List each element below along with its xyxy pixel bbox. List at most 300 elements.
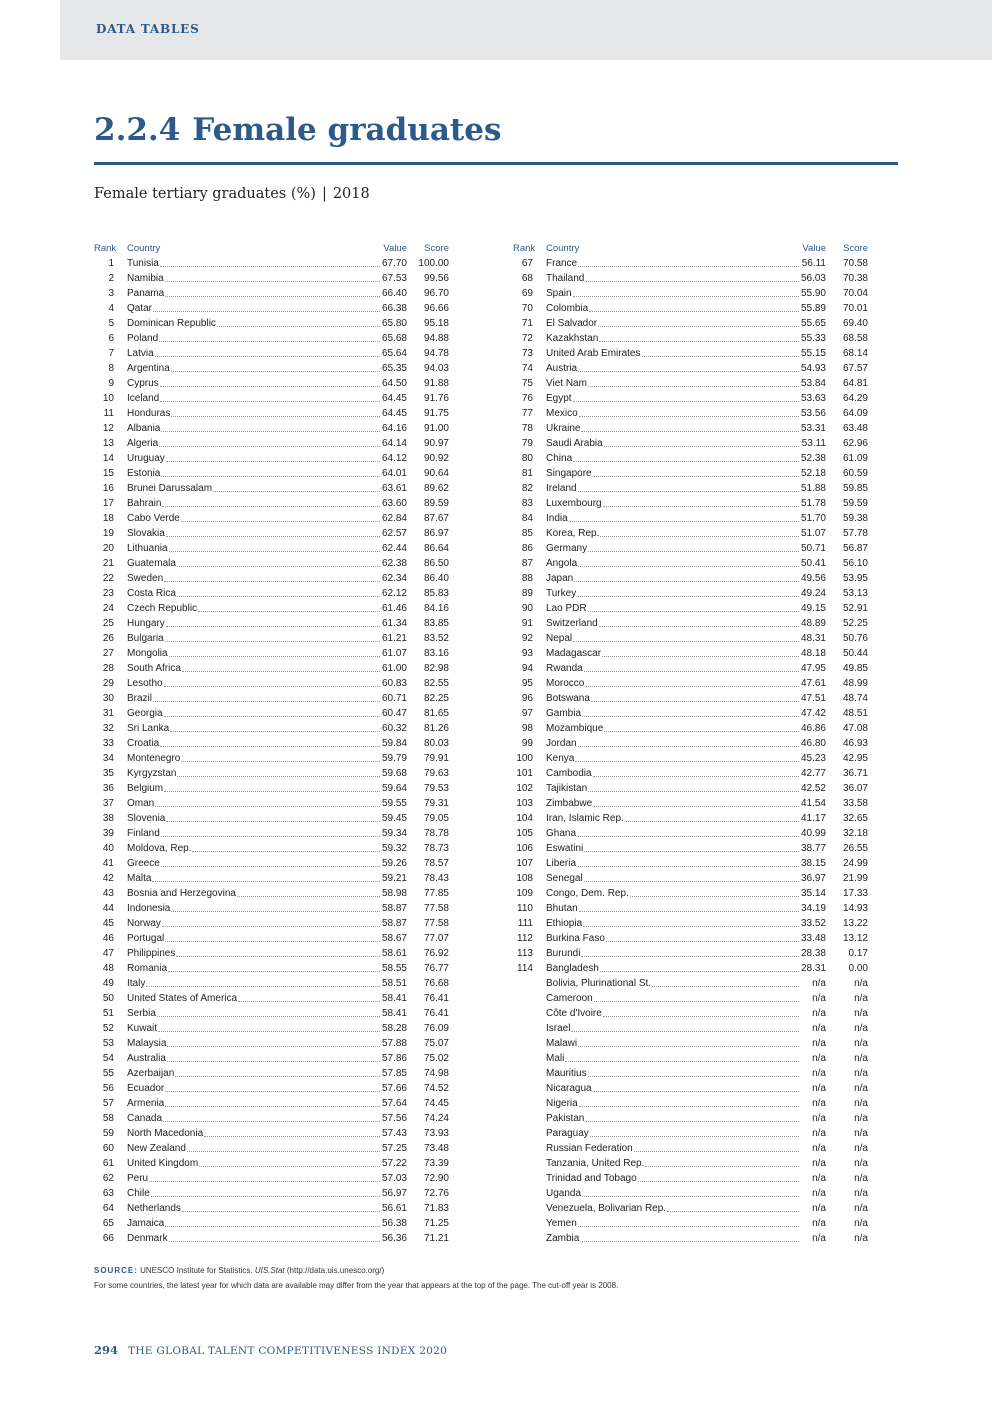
dot-leader <box>602 656 799 657</box>
country-name: Tajikistan <box>546 783 588 794</box>
country-cell <box>546 1111 800 1126</box>
country-name: Bangladesh <box>546 963 599 974</box>
value-cell: 52.38 <box>800 453 826 464</box>
dot-leader <box>579 1106 799 1107</box>
table-row <box>513 361 868 376</box>
score-cell: 91.75 <box>423 408 449 419</box>
value-cell: 56.61 <box>381 1203 407 1214</box>
score-cell: 70.38 <box>842 273 868 284</box>
country-cell <box>127 1021 381 1036</box>
value-cell: n/a <box>812 1188 826 1199</box>
score-cell: 36.71 <box>842 768 868 779</box>
dot-leader <box>569 521 799 522</box>
score-cell: 74.52 <box>423 1083 449 1094</box>
country-name: Costa Rica <box>127 588 176 599</box>
value-header: Value <box>802 243 826 254</box>
country-cell <box>546 1096 800 1111</box>
value-cell: 55.89 <box>800 303 826 314</box>
dot-leader <box>574 581 799 582</box>
rank-cell: 44 <box>102 903 114 914</box>
dot-leader <box>606 941 799 942</box>
score-cell: 24.99 <box>842 858 868 869</box>
value-cell: 56.03 <box>800 273 826 284</box>
country-name: Norway <box>127 918 161 929</box>
country-name: Mauritius <box>546 1068 587 1079</box>
score-header: Score <box>424 243 449 254</box>
value-cell: 46.80 <box>800 738 826 749</box>
value-cell: 50.71 <box>800 543 826 554</box>
value-cell: 57.43 <box>381 1128 407 1139</box>
dot-leader <box>604 731 799 732</box>
dot-leader <box>155 806 380 807</box>
rank-cell: 13 <box>102 438 114 449</box>
dot-leader <box>161 866 380 867</box>
dot-leader <box>578 1046 799 1047</box>
value-cell: 28.31 <box>800 963 826 974</box>
value-cell: 58.41 <box>381 1008 407 1019</box>
page-footer <box>94 1343 447 1357</box>
country-cell <box>546 691 800 706</box>
rank-cell: 64 <box>102 1203 114 1214</box>
ranking-table-left <box>94 242 449 1246</box>
rank-cell: 88 <box>521 573 533 584</box>
score-cell: 46.93 <box>842 738 868 749</box>
score-cell: n/a <box>854 1233 868 1244</box>
rank-cell: 78 <box>521 423 533 434</box>
score-cell: 50.44 <box>842 648 868 659</box>
score-cell: 56.10 <box>842 558 868 569</box>
rank-cell: 95 <box>521 678 533 689</box>
score-cell: 96.66 <box>423 303 449 314</box>
dot-leader <box>652 986 799 987</box>
rank-cell: 96 <box>521 693 533 704</box>
score-cell: 86.64 <box>423 543 449 554</box>
score-cell: 47.08 <box>842 723 868 734</box>
rank-cell: 101 <box>516 768 533 779</box>
country-cell <box>127 541 381 556</box>
value-cell: 49.24 <box>800 588 826 599</box>
country-cell <box>546 781 800 796</box>
score-cell: 26.55 <box>842 843 868 854</box>
country-cell <box>127 1216 381 1231</box>
value-cell: 51.88 <box>800 483 826 494</box>
country-cell <box>127 1066 381 1081</box>
table-row <box>513 691 868 706</box>
value-cell: n/a <box>812 1113 826 1124</box>
dot-leader <box>164 791 380 792</box>
table-header-row <box>513 242 868 256</box>
country-name: Bolivia, Plurinational St. <box>546 978 652 989</box>
score-cell: 53.95 <box>842 573 868 584</box>
table-row <box>94 1096 449 1111</box>
country-cell <box>127 586 381 601</box>
score-cell: 76.09 <box>423 1023 449 1034</box>
rank-cell: 113 <box>517 948 533 959</box>
country-name: Greece <box>127 858 160 869</box>
country-cell <box>127 916 381 931</box>
country-name: Armenia <box>127 1098 165 1109</box>
dot-leader <box>160 746 380 747</box>
score-cell: 63.48 <box>842 423 868 434</box>
dot-leader <box>598 326 799 327</box>
table-row <box>513 421 868 436</box>
rank-cell: 84 <box>521 513 533 524</box>
value-cell: 33.52 <box>800 918 826 929</box>
table-row <box>513 1081 868 1096</box>
dot-leader <box>162 506 380 507</box>
dot-leader <box>161 431 380 432</box>
value-cell: 57.66 <box>381 1083 407 1094</box>
value-cell: 63.61 <box>381 483 407 494</box>
country-cell <box>127 361 381 376</box>
dot-leader <box>204 1136 380 1137</box>
title-number: 2.2.4 <box>94 112 181 148</box>
table-row <box>94 466 449 481</box>
dot-leader <box>593 1091 799 1092</box>
country-name: Bosnia and Herzegovina <box>127 888 236 899</box>
table-row <box>94 1216 449 1231</box>
value-cell: 58.67 <box>381 933 407 944</box>
country-name: Japan <box>546 573 574 584</box>
rank-cell: 87 <box>521 558 533 569</box>
country-cell <box>546 271 800 286</box>
country-cell <box>546 436 800 451</box>
score-cell: 73.93 <box>423 1128 449 1139</box>
table-row <box>94 736 449 751</box>
score-cell: 79.31 <box>423 798 449 809</box>
score-cell: n/a <box>854 1158 868 1169</box>
rank-cell: 24 <box>102 603 114 614</box>
country-name: Tanzania, United Rep. <box>546 1158 645 1169</box>
rank-cell: 81 <box>521 468 533 479</box>
value-cell: 59.84 <box>381 738 407 749</box>
rank-cell: 69 <box>521 288 533 299</box>
score-cell: 85.83 <box>423 588 449 599</box>
value-cell: 34.19 <box>800 903 826 914</box>
score-cell: 83.16 <box>423 648 449 659</box>
score-cell: n/a <box>854 1068 868 1079</box>
country-cell <box>127 976 381 991</box>
country-cell <box>546 721 800 736</box>
country-cell <box>127 526 381 541</box>
country-cell <box>546 961 800 976</box>
rank-cell: 106 <box>516 843 533 854</box>
value-cell: 58.87 <box>381 903 407 914</box>
value-cell: 51.78 <box>800 498 826 509</box>
table-row <box>94 691 449 706</box>
table-row <box>94 1021 449 1036</box>
table-row <box>513 346 868 361</box>
country-cell <box>546 1141 800 1156</box>
score-cell: 79.91 <box>423 753 449 764</box>
value-cell: 63.60 <box>381 498 407 509</box>
table-row <box>94 256 449 271</box>
table-row <box>94 811 449 826</box>
country-name: Senegal <box>546 873 583 884</box>
table-row <box>513 376 868 391</box>
dot-leader <box>580 1241 799 1242</box>
dot-leader <box>584 671 799 672</box>
dot-leader <box>171 371 380 372</box>
country-name: Iceland <box>127 393 160 404</box>
dot-leader <box>575 761 799 762</box>
country-name: Peru <box>127 1173 149 1184</box>
table-row <box>513 676 868 691</box>
score-cell: 100.00 <box>418 258 449 269</box>
source-italic: UIS.Stat <box>254 1266 285 1275</box>
country-cell <box>127 286 381 301</box>
page-title <box>94 112 501 148</box>
page-number: 294 <box>94 1343 119 1357</box>
score-cell: 32.65 <box>842 813 868 824</box>
country-cell <box>127 616 381 631</box>
dot-leader <box>578 371 799 372</box>
table-row <box>513 436 868 451</box>
dot-leader <box>588 791 799 792</box>
country-name: Tunisia <box>127 258 159 269</box>
score-cell: 95.18 <box>423 318 449 329</box>
value-cell: 57.25 <box>381 1143 407 1154</box>
dot-leader <box>588 551 799 552</box>
value-cell: 58.41 <box>381 993 407 1004</box>
table-row <box>513 706 868 721</box>
country-cell <box>127 436 381 451</box>
value-cell: 59.34 <box>381 828 407 839</box>
country-name: Switzerland <box>546 618 598 629</box>
country-cell <box>546 991 800 1006</box>
value-cell: 38.15 <box>800 858 826 869</box>
cutoff-note: For some countries, the latest year for which data are available may differ from the year that appears at the top of the page. The cut-off year is 2008. <box>94 1281 619 1290</box>
value-cell: n/a <box>812 1203 826 1214</box>
value-cell: 57.88 <box>381 1038 407 1049</box>
rank-cell: 26 <box>102 633 114 644</box>
value-cell: 49.56 <box>800 573 826 584</box>
table-row <box>513 601 868 616</box>
country-name: Botswana <box>546 693 590 704</box>
table-row <box>94 796 449 811</box>
table-row <box>94 1066 449 1081</box>
score-cell: 79.05 <box>423 813 449 824</box>
rank-cell: 99 <box>521 738 533 749</box>
table-row <box>513 526 868 541</box>
score-cell: 78.78 <box>423 828 449 839</box>
score-cell: 91.76 <box>423 393 449 404</box>
value-cell: 59.79 <box>381 753 407 764</box>
country-name: Ukraine <box>546 423 581 434</box>
rank-cell: 85 <box>521 528 533 539</box>
rank-cell: 35 <box>102 768 114 779</box>
value-cell: 64.14 <box>381 438 407 449</box>
country-name: Ecuador <box>127 1083 165 1094</box>
score-cell: 74.24 <box>423 1113 449 1124</box>
ranking-table-right <box>513 242 868 1246</box>
table-row <box>94 841 449 856</box>
table-row <box>513 871 868 886</box>
country-cell <box>546 1036 800 1051</box>
country-name: Austria <box>546 363 578 374</box>
subtitle-separator: | <box>321 186 327 202</box>
value-cell: 64.50 <box>381 378 407 389</box>
rank-cell: 110 <box>517 903 533 914</box>
country-cell <box>546 451 800 466</box>
country-name: Qatar <box>127 303 153 314</box>
score-cell: n/a <box>854 1083 868 1094</box>
score-cell: 79.63 <box>423 768 449 779</box>
title-text: Female graduates <box>192 112 502 148</box>
table-row <box>94 1141 449 1156</box>
value-cell: 62.57 <box>381 528 407 539</box>
dot-leader <box>638 1181 799 1182</box>
rank-cell: 82 <box>521 483 533 494</box>
rank-cell: 63 <box>102 1188 114 1199</box>
value-cell: 56.11 <box>801 258 826 269</box>
country-name: Iran, Islamic Rep. <box>546 813 624 824</box>
dot-leader <box>160 266 380 267</box>
country-name: Rwanda <box>546 663 583 674</box>
rank-cell: 53 <box>102 1038 114 1049</box>
rank-cell: 9 <box>108 378 114 389</box>
value-cell: n/a <box>812 1143 826 1154</box>
score-cell: 73.48 <box>423 1143 449 1154</box>
country-cell <box>546 676 800 691</box>
dot-leader <box>582 1196 799 1197</box>
rank-cell: 94 <box>521 663 533 674</box>
table-row <box>513 286 868 301</box>
country-cell <box>127 871 381 886</box>
section-label: DATA TABLES <box>96 22 200 36</box>
score-cell: n/a <box>854 1218 868 1229</box>
table-header-row <box>94 242 449 256</box>
table-row <box>94 766 449 781</box>
country-cell <box>546 256 800 271</box>
score-cell: 48.99 <box>842 678 868 689</box>
country-name: Venezuela, Bolivarian Rep. <box>546 1203 667 1214</box>
dot-leader <box>163 1121 380 1122</box>
score-cell: 13.22 <box>842 918 868 929</box>
score-cell: 71.83 <box>423 1203 449 1214</box>
value-cell: 59.64 <box>381 783 407 794</box>
value-cell: 53.63 <box>800 393 826 404</box>
value-cell: 61.00 <box>381 663 407 674</box>
score-cell: 60.59 <box>842 468 868 479</box>
country-cell <box>127 1036 381 1051</box>
country-name: Nigeria <box>546 1098 578 1109</box>
table-row <box>94 1126 449 1141</box>
country-cell <box>127 796 381 811</box>
value-cell: 58.51 <box>381 978 407 989</box>
rank-cell: 14 <box>102 453 114 464</box>
table-row <box>94 901 449 916</box>
value-cell: 60.32 <box>381 723 407 734</box>
table-row <box>513 1171 868 1186</box>
country-cell <box>546 571 800 586</box>
score-cell: 89.62 <box>423 483 449 494</box>
score-cell: n/a <box>854 993 868 1004</box>
country-name: Albania <box>127 423 161 434</box>
value-cell: 54.93 <box>800 363 826 374</box>
country-name: Guatemala <box>127 558 176 569</box>
dot-leader <box>168 971 380 972</box>
table-row <box>513 571 868 586</box>
table-row <box>94 1081 449 1096</box>
country-name: United Arab Emirates <box>546 348 641 359</box>
rank-cell: 102 <box>516 783 533 794</box>
dot-leader <box>577 836 799 837</box>
rank-cell: 60 <box>102 1143 114 1154</box>
country-cell <box>127 886 381 901</box>
score-cell: 80.03 <box>423 738 449 749</box>
table-row <box>513 1096 868 1111</box>
country-cell <box>127 736 381 751</box>
country-name: Poland <box>127 333 159 344</box>
table-row <box>94 541 449 556</box>
rank-cell: 65 <box>102 1218 114 1229</box>
score-cell: 90.97 <box>423 438 449 449</box>
table-row <box>513 1231 868 1246</box>
rank-cell: 48 <box>102 963 114 974</box>
dot-leader <box>151 1196 380 1197</box>
country-name: Liberia <box>546 858 577 869</box>
rank-cell: 62 <box>102 1173 114 1184</box>
rank-cell: 11 <box>103 408 114 419</box>
rank-cell: 98 <box>521 723 533 734</box>
value-cell: 57.56 <box>381 1113 407 1124</box>
table-row <box>94 1171 449 1186</box>
table-row <box>94 556 449 571</box>
dot-leader <box>573 461 799 462</box>
score-cell: 79.53 <box>423 783 449 794</box>
dot-leader <box>165 281 380 282</box>
value-cell: 58.87 <box>381 918 407 929</box>
source-label: SOURCE: <box>94 1266 138 1275</box>
score-cell: 99.56 <box>423 273 449 284</box>
value-cell: 55.90 <box>800 288 826 299</box>
score-cell: n/a <box>854 1053 868 1064</box>
rank-cell: 15 <box>102 468 114 479</box>
table-row <box>94 286 449 301</box>
table-row <box>513 826 868 841</box>
value-cell: n/a <box>812 1053 826 1064</box>
rank-cell: 10 <box>102 393 114 404</box>
country-cell <box>127 631 381 646</box>
rank-header: Rank <box>94 243 117 254</box>
country-cell <box>127 946 381 961</box>
country-name: Bahrain <box>127 498 162 509</box>
rank-cell: 7 <box>108 348 114 359</box>
country-cell <box>546 301 800 316</box>
score-cell: 64.09 <box>842 408 868 419</box>
value-cell: 64.45 <box>381 393 407 404</box>
score-cell: 74.45 <box>423 1098 449 1109</box>
score-cell: 56.87 <box>842 543 868 554</box>
value-cell: 62.12 <box>381 588 407 599</box>
rank-cell: 41 <box>102 858 114 869</box>
dot-leader <box>667 1211 799 1212</box>
country-cell <box>546 511 800 526</box>
table-row <box>94 406 449 421</box>
country-cell <box>127 1171 381 1186</box>
table-row <box>513 946 868 961</box>
dot-leader <box>577 866 799 867</box>
country-cell <box>127 421 381 436</box>
dot-leader <box>238 1001 380 1002</box>
value-cell: 48.89 <box>800 618 826 629</box>
dot-leader <box>237 896 380 897</box>
rank-cell: 5 <box>108 318 114 329</box>
country-name: Turkey <box>546 588 577 599</box>
table-row <box>513 541 868 556</box>
score-cell: n/a <box>854 1113 868 1124</box>
